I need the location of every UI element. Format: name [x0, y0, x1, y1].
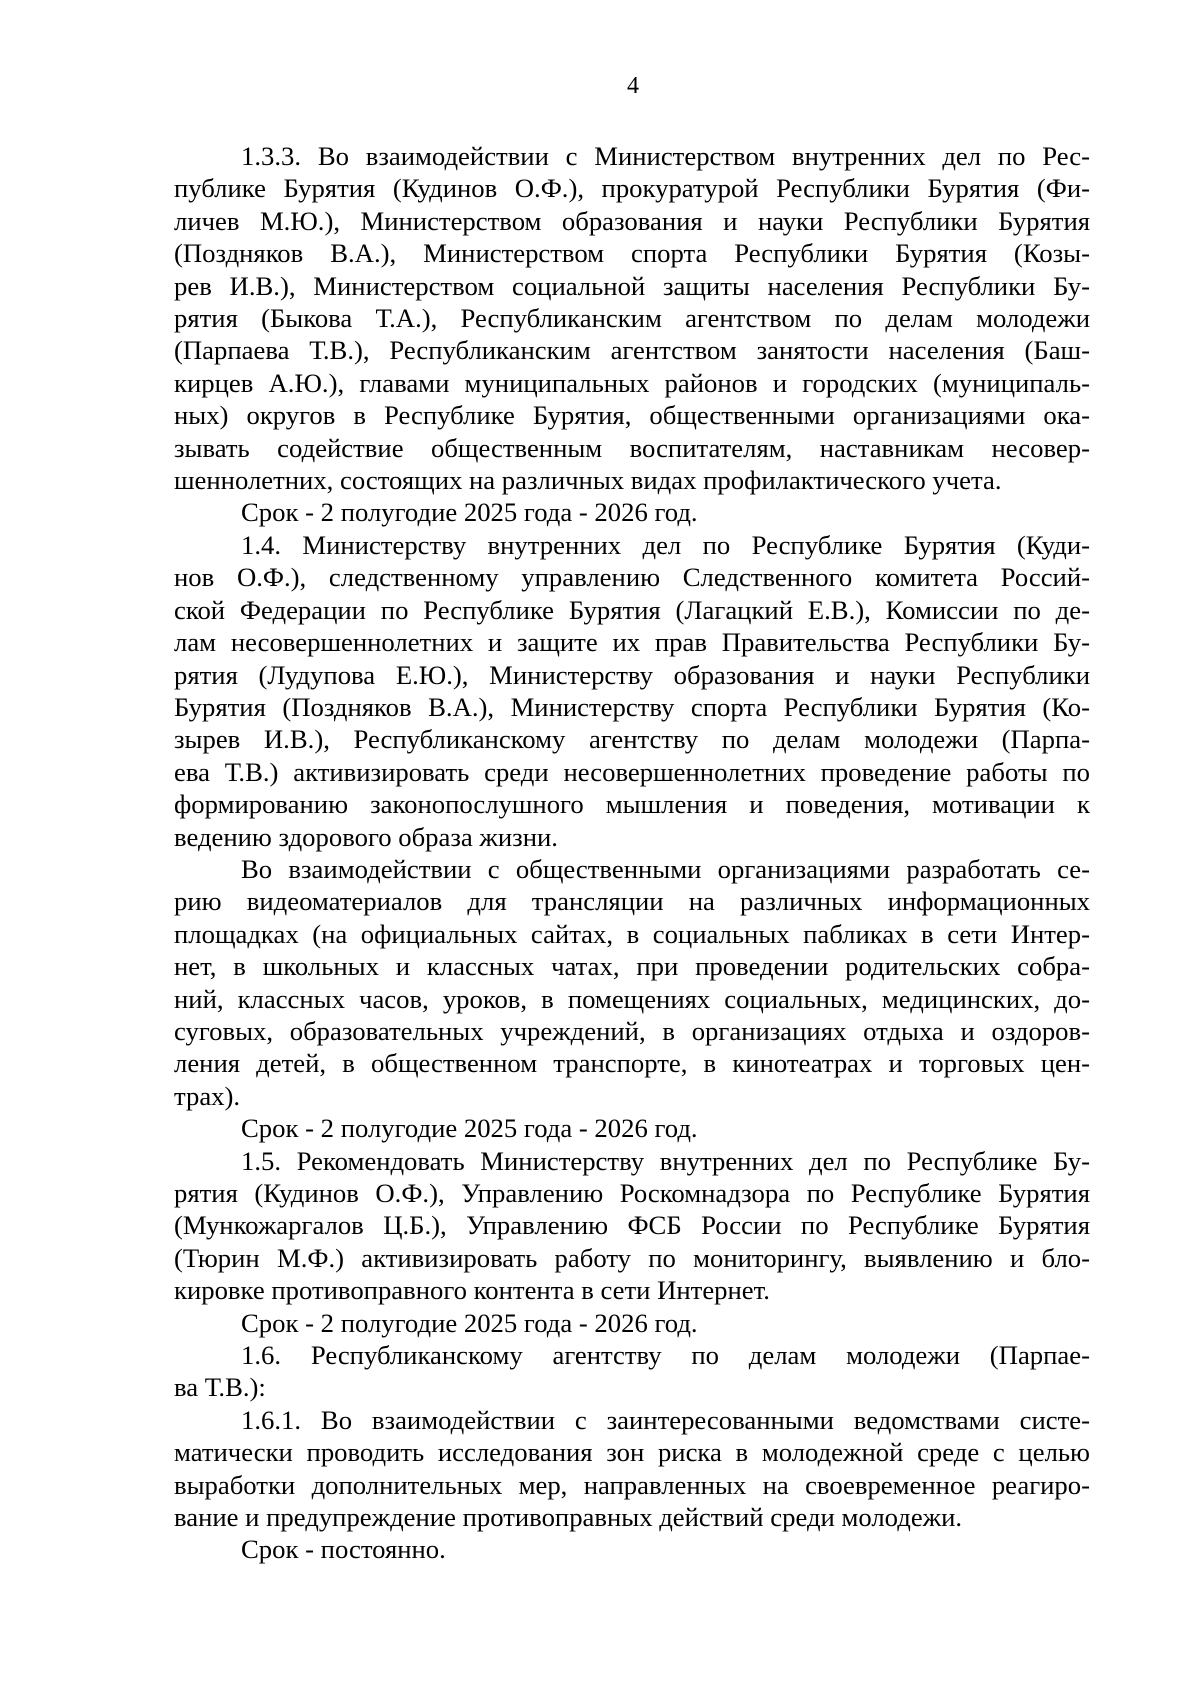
text-line: ления детей, в общественном транспорте, в кинотеатрах и торговых цен- [174, 1048, 1090, 1079]
text-line: ева Т.В.) активизировать среди несовершеннолетних проведение работы по [174, 756, 1090, 787]
text-line: Во взаимодействии с общественными организациями разработать се- [241, 853, 1090, 884]
text-line: нет, в школьных и классных чатах, при проведении родительских собра- [174, 951, 1090, 982]
text-line: 1.3.3. Во взаимодействии с Министерством внутренних дел по Рес- [241, 141, 1090, 171]
text-line: ний, классных часов, уроков, в помещениях социальных, медицинских, до- [174, 983, 1090, 1014]
text-line: вание и предупреждение противоправных действий среди молодежи. [174, 1502, 963, 1533]
text-line: трах). [174, 1080, 241, 1111]
text-line: Срок - 2 полугодие 2025 года - 2026 год. [241, 1113, 698, 1144]
text-line: (Мункожаргалов Ц.Б.), Управлению ФСБ России по Республике Бурятия [174, 1210, 1090, 1241]
text-line: нов О.Ф.), следственному управлению Следственного комитета Россий- [174, 562, 1090, 593]
text-line: 1.6. Республиканскому агентству по делам молодежи (Парпае- [241, 1340, 1090, 1371]
text-line: кировке противоправного контента в сети Интернет. [174, 1275, 770, 1306]
text-line: рятия (Лудупова Е.Ю.), Министерству образования и науки Республики [174, 659, 1090, 690]
text-line: суговых, образовательных учреждений, в организациях отдыха и оздоров- [174, 1015, 1090, 1046]
text-line: зырев И.В.), Республиканскому агентству по делам молодежи (Парпа- [174, 724, 1090, 755]
paragraph [174, 1112, 1090, 1144]
text-line: ведению здорового образа жизни. [174, 821, 558, 852]
text-line: (Тюрин М.Ф.) активизировать работу по мониторингу, выявлению и бло- [174, 1242, 1090, 1273]
text-line: Срок - постоянно. [241, 1534, 446, 1565]
text-line: рию видеоматериалов для трансляции на различных информационных [174, 886, 1090, 917]
text-line: шеннолетних, состоящих на различных видах профилактического учета. [174, 465, 1002, 496]
text-line: (Парпаева Т.В.), Республиканским агентством занятости населения (Баш- [174, 335, 1090, 366]
text-line: лам несовершеннолетних и защите их прав Правительства Республики Бу- [174, 627, 1090, 658]
paragraph [174, 1404, 1090, 1534]
text-line: 1.6.1. Во взаимодействии с заинтересованными ведомствами систе- [241, 1404, 1090, 1435]
text-line: ской Федерации по Республике Бурятия (Лагацкий Е.В.), Комиссии по де- [174, 594, 1090, 625]
text-line: матически проводить исследования зон риска в молодежной среде с целью [174, 1437, 1090, 1468]
paragraph [174, 496, 1090, 528]
paragraph [174, 140, 1090, 496]
text-line: Срок - 2 полугодие 2025 года - 2026 год. [241, 1307, 698, 1338]
text-line: выработки дополнительных мер, направленных на своевременное реагиро- [174, 1469, 1090, 1500]
text-line: (Поздняков В.А.), Министерством спорта Республики Бурятия (Козы- [174, 238, 1090, 269]
text-line: публике Бурятия (Кудинов О.Ф.), прокуратурой Республики Бурятия (Фи- [174, 173, 1090, 204]
paragraph [174, 853, 1090, 1112]
page-number: 4 [627, 73, 639, 99]
text-line: зывать содействие общественным воспитателям, наставникам несовер- [174, 432, 1090, 463]
text-line: Бурятия (Поздняков В.А.), Министерству спорта Республики Бурятия (Ко- [174, 691, 1090, 722]
text-line: формированию законопослушного мышления и поведения, мотивации к [174, 789, 1090, 820]
paragraph [174, 1145, 1090, 1307]
text-line: 1.4. Министерству внутренних дел по Республике Бурятия (Куди- [241, 529, 1090, 560]
text-line: рятия (Быкова Т.А.), Республиканским агентством по делам молодежи [174, 303, 1090, 334]
text-line: рятия (Кудинов О.Ф.), Управлению Роскомнадзора по Республике Бурятия [174, 1178, 1090, 1208]
paragraph [174, 1339, 1090, 1404]
text-line: 1.5. Рекомендовать Министерству внутренних дел по Республике Бу- [241, 1145, 1090, 1176]
paragraph [174, 1307, 1090, 1339]
text-line: ных) округов в Республике Бурятия, общественными организациями ока- [174, 400, 1090, 431]
text-line: площадках (на официальных сайтах, в социальных пабликах в сети Интер- [174, 918, 1090, 949]
text-line: ва Т.В.): [174, 1372, 266, 1403]
text-line: Срок - 2 полугодие 2025 года - 2026 год. [241, 497, 698, 528]
paragraph [174, 1533, 1090, 1565]
paragraph [174, 529, 1090, 853]
text-line: кирцев А.Ю.), главами муниципальных районов и городских (муниципаль- [174, 367, 1090, 398]
text-line: рев И.В.), Министерством социальной защиты населения Республики Бу- [174, 270, 1090, 301]
text-line: личев М.Ю.), Министерством образования и науки Республики Бурятия [174, 205, 1090, 236]
document-body [174, 140, 1090, 1566]
